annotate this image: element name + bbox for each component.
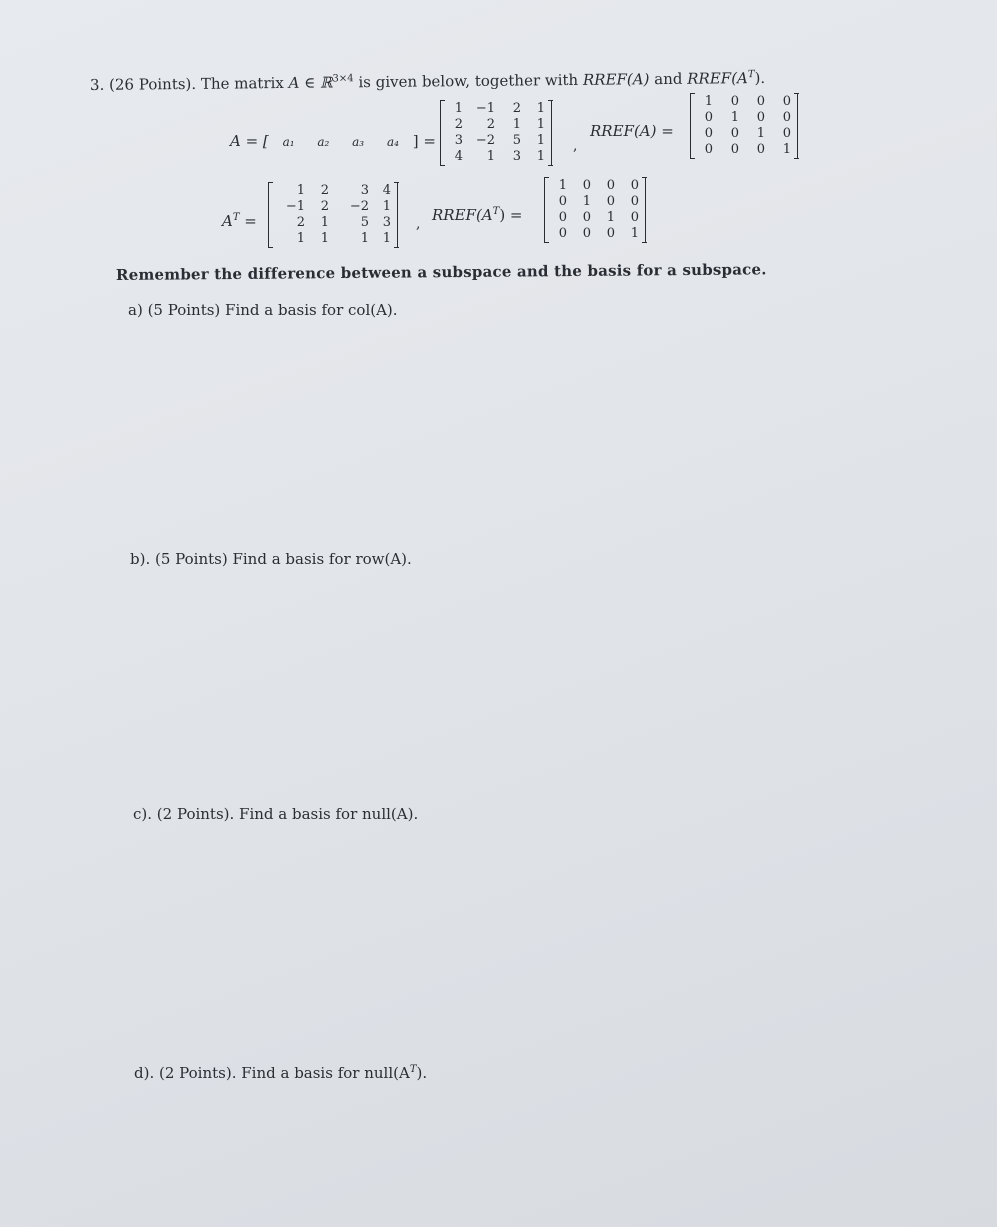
matrix-cell: 0 xyxy=(730,94,739,109)
matrix-cell: 1 xyxy=(320,231,329,246)
matrix-cell: 3 xyxy=(360,183,369,198)
matrix-cell: 3 xyxy=(512,149,521,164)
matrix-cell: 0 xyxy=(630,178,639,193)
matrix-cell: 5 xyxy=(512,133,521,148)
matrix-cell: 0 xyxy=(704,110,713,125)
matrix-cell: 1 xyxy=(558,178,567,193)
matrix-cell: 0 xyxy=(704,126,713,141)
matrix-cell: −2 xyxy=(475,133,495,148)
matrix-a xyxy=(440,101,552,165)
matrix-cell: 3 xyxy=(454,133,463,148)
matrix-cell: 0 xyxy=(606,226,615,241)
remember-note: Remember the difference between a subspace and the basis for a subspace. xyxy=(115,260,767,284)
matrix-cell: 0 xyxy=(730,126,739,141)
matrix-cell: 1 xyxy=(296,231,305,246)
matrix-cell: −2 xyxy=(349,199,369,214)
intro-text-2: is given below, together with xyxy=(358,70,579,92)
matrix-cell: 2 xyxy=(320,183,329,198)
matrix-cell: 0 xyxy=(756,142,765,157)
matrix-cell: 1 xyxy=(704,94,713,109)
comma-2: , xyxy=(416,216,421,232)
rref-a-ref: RREF(A) xyxy=(582,70,650,89)
matrix-cell: 0 xyxy=(782,94,791,109)
question-d: d). (2 Points). Find a basis for $null(A^T)$. xyxy=(134,1064,428,1082)
matrix-cell: 1 xyxy=(536,101,545,116)
matrix-cell: 0 xyxy=(756,94,765,109)
matrix-cell: −1 xyxy=(285,199,305,214)
matrix-cell: 0 xyxy=(558,210,567,225)
matrix-cell: 1 xyxy=(730,110,739,125)
matrix-cell: 1 xyxy=(630,226,639,241)
question-c: c). (2 Points). Find a basis for null(A). xyxy=(133,805,419,823)
matrix-cell: 0 xyxy=(582,210,591,225)
matrix-cell: 1 xyxy=(606,210,615,225)
matrix-cell: −1 xyxy=(475,101,495,116)
matrix-cell: 2 xyxy=(512,101,521,116)
matrix-at-label: $A^T$ = xyxy=(222,212,257,230)
set-expression: A ∈ ℝ xyxy=(288,73,333,92)
matrix-cell: 0 xyxy=(630,210,639,225)
matrix-cell: 1 xyxy=(320,215,329,230)
matrix-cell: 0 xyxy=(730,142,739,157)
matrix-cell: 1 xyxy=(382,199,391,214)
rref-at-close: ). xyxy=(754,68,766,88)
rref-at-label: $RREF(A^T)$ = xyxy=(432,206,523,224)
matrix-cell: 1 xyxy=(756,126,765,141)
matrix-cell: 1 xyxy=(512,117,521,132)
matrix-cell: 1 xyxy=(454,101,463,116)
matrix-cell: 1 xyxy=(782,142,791,157)
matrix-cell: 0 xyxy=(630,194,639,209)
set-exponent: 3×4 xyxy=(332,73,354,85)
matrix-cell: 0 xyxy=(582,178,591,193)
matrix-cell: 2 xyxy=(454,117,463,132)
matrix-cell: 0 xyxy=(782,110,791,125)
matrix-cell: 1 xyxy=(536,149,545,164)
matrix-cell: 1 xyxy=(382,231,391,246)
rref-a-matrix xyxy=(690,94,798,158)
matrix-cell: 3 xyxy=(382,215,391,230)
problem-number: 3. xyxy=(89,75,105,94)
matrix-cell: 0 xyxy=(756,110,765,125)
rref-at-sup: T xyxy=(747,69,755,81)
question-a: a) (5 Points) Find a basis for col(A). xyxy=(128,301,398,319)
problem-statement xyxy=(90,69,765,94)
matrix-cell: 1 xyxy=(536,133,545,148)
matrix-cell: 0 xyxy=(582,226,591,241)
matrix-cell: 0 xyxy=(704,142,713,157)
and-text: and xyxy=(654,69,683,89)
matrix-cell: 4 xyxy=(382,183,391,198)
matrix-at xyxy=(268,183,398,247)
rref-a-label: RREF(A) = xyxy=(590,122,674,140)
matrix-cell: 0 xyxy=(606,194,615,209)
matrix-cell: 1 xyxy=(536,117,545,132)
matrix-cell: 1 xyxy=(486,149,495,164)
intro-text: The matrix xyxy=(200,73,284,93)
matrix-cell: 0 xyxy=(782,126,791,141)
matrix-cell: 0 xyxy=(606,178,615,193)
rref-at-ref: RREF(A xyxy=(687,69,748,88)
matrix-cell: 1 xyxy=(296,183,305,198)
matrix-cell: 2 xyxy=(320,199,329,214)
matrix-a-label: A = [ a₁ a₂ a₃ a₄ ] = xyxy=(230,132,436,150)
matrix-cell: 4 xyxy=(454,149,463,164)
rref-at-matrix xyxy=(544,178,646,242)
question-b: b). (5 Points) Find a basis for row(A). xyxy=(130,550,412,568)
comma: , xyxy=(573,138,578,154)
matrix-cell: 2 xyxy=(486,117,495,132)
matrix-cell: 2 xyxy=(296,215,305,230)
matrix-cell: 5 xyxy=(360,215,369,230)
matrix-cell: 0 xyxy=(558,194,567,209)
problem-points: (26 Points). xyxy=(108,74,197,94)
matrix-cell: 1 xyxy=(360,231,369,246)
matrix-cell: 0 xyxy=(558,226,567,241)
matrix-cell: 1 xyxy=(582,194,591,209)
